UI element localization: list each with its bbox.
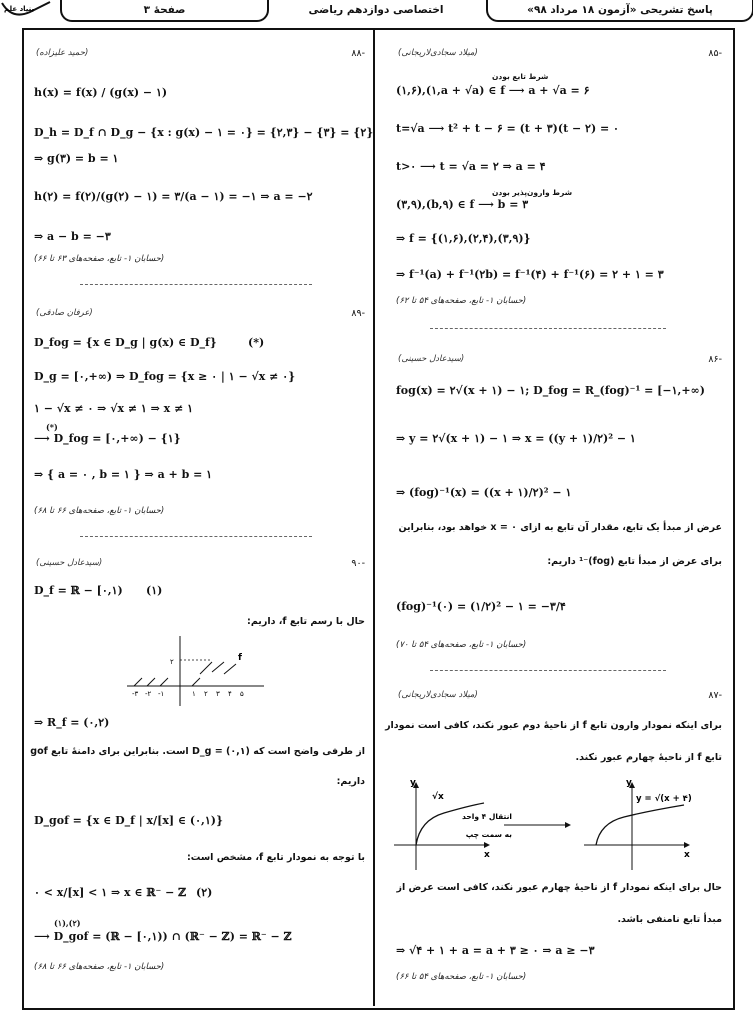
tick-label: ۲ (170, 658, 174, 666)
equation-tag: (۲) (196, 886, 213, 899)
floor-graph (122, 630, 272, 710)
question-number: -۸۹ (351, 308, 365, 319)
shift-label: به سمت چپ (465, 830, 512, 839)
math-line: ⇒ f⁻¹(a) + f⁻¹(۲b) = f⁻¹(۴) + f⁻¹(۶) = ۲ + ۱ = ۳ (396, 268, 664, 281)
arrow-label: شرط وارون‌پذیر بودن (492, 188, 573, 197)
math-line: ⇒ a − b = −۳ (34, 230, 111, 243)
separator (80, 536, 312, 537)
math-line: t>۰ ⟶ t = √a = ۲ ⇒ a = ۴ (396, 160, 546, 173)
math-line: (fog)⁻¹(۰) = (۱/۲)² − ۱ = −۳/۴ (396, 600, 566, 613)
header-center (278, 0, 474, 20)
math-line: D_g = [۰,+∞) ⇒ D_fog = {x ≥ ۰ | ۱ − √x ≠ ۰} (34, 370, 296, 383)
explanation-text: از طرفی واضح است که D_g = (۰,۱) است. بنابراین برای دامنهٔ تابع gof (30, 746, 365, 757)
axis-y-label: y (410, 778, 416, 788)
question-number: -۹۰ (351, 558, 365, 569)
question-author: (سیدعادل حسینی) (398, 354, 465, 364)
math-line: fog(x) = ۲√(x + ۱) − ۱; D_fog = R_(fog)⁻¹ = [−۱,+∞) (396, 384, 705, 397)
curve-label: √x (432, 792, 444, 802)
graph-segments (134, 662, 236, 686)
tick-label: ۴ (228, 690, 232, 698)
explanation-text: با توجه به نمودار تابع f، مشخص است: (186, 852, 365, 863)
math-line: D_f = ℝ − [۰,۱) (34, 584, 123, 597)
math-line: D_gof = {x ∈ D_f | x/[x] ∈ (۰,۱)} (34, 814, 224, 827)
x-tick-labels (132, 690, 244, 698)
math-line: ⇒ g(۳) = b = ۱ (34, 152, 119, 165)
question-author: (میلاد سجادی‌لاریجانی) (398, 690, 478, 700)
math-line: ⟶ D_gof = (ℝ − [۰,۱)) ∩ (ℝ⁻ − ℤ) = ℝ⁻ − ℤ (34, 930, 292, 943)
math-line: ⇒ √۴ + ۱ + a = a + ۳ ≥ ۰ ⇒ a ≥ −۳ (396, 944, 595, 957)
explanation-text: حال با رسم تابع f، داریم: (247, 616, 365, 627)
math-line: ⇒ R_f = (۰,۲) (34, 716, 110, 729)
separator (80, 284, 312, 285)
question-author: (حمید علیزاده) (36, 48, 89, 58)
math-line: ۰ < x/[x] < ۱ ⇒ x ∈ ℝ⁻ − ℤ (34, 886, 187, 899)
explanation-text: برای عرض از مبدأ تابع (fog)⁻¹ داریم: (547, 556, 722, 567)
math-line: ⇒ f = {(۱,۶),(۲,۴),(۳,۹)} (396, 232, 531, 245)
book-reference: (حسابان ۱- تابع، صفحه‌های ۵۴ تا ۶۲) (396, 296, 527, 306)
exam-subject-title: اختصاصی دوازدهم ریاضی (308, 4, 444, 16)
header-right (486, 0, 753, 22)
book-reference: (حسابان ۱- تابع، صفحه‌های ۶۳ تا ۶۶) (34, 254, 165, 264)
math-line: ⇒ (fog)⁻¹(x) = ((x + ۱)/۲)² − ۱ (396, 486, 572, 499)
question-number: -۸۶ (708, 354, 722, 365)
explanation-text: برای اینکه نمودار وارون تابع f از ناحیهٔ دوم عبور نکند، کافی است نمودار (385, 720, 722, 731)
explanation-text: تابع f از ناحیهٔ چهارم عبور نکند. (575, 752, 722, 763)
question-number: -۸۸ (351, 48, 365, 59)
tick-label: -۲ (145, 690, 152, 698)
axis-x-label: x (484, 850, 490, 860)
curve-label: y = √(x + ۴) (636, 794, 692, 804)
shifted-curve (596, 805, 684, 845)
shift-label: انتقال ۴ واحد (462, 812, 512, 821)
book-reference: (حسابان ۱- تابع، صفحه‌های ۶۶ تا ۶۸) (34, 506, 165, 516)
explanation-text: داریم: (336, 776, 365, 787)
question-author: (میلاد سجادی‌لاریجانی) (398, 48, 478, 58)
math-line: (۳,۹),(b,۹) ∈ f ⟶ b = ۳ (396, 198, 529, 211)
math-line: ⟶ D_fog = [۰,+∞) − {۱} (34, 432, 181, 445)
book-reference: (حسابان ۱- تابع، صفحه‌های ۵۴ تا ۶۶) (396, 972, 527, 982)
star-tag: (*) (248, 336, 265, 349)
page-label-text: صفحهٔ ۳ (143, 4, 186, 16)
arrow-label: شرط تابع بودن (492, 72, 549, 81)
question-author: (سیدعادل حسینی) (36, 558, 103, 568)
graph-label: f (238, 653, 242, 663)
math-line: t=√a ⟶ t² + t − ۶ = (t + ۳)(t − ۲) = ۰ (396, 122, 619, 135)
axis-y-label: y (626, 778, 632, 788)
math-line: ⇒ y = ۲√(x + ۱) − ۱ ⇒ x = ((y + ۱)/۲)² − ۱ (396, 432, 636, 445)
book-reference: (حسابان ۱- تابع، صفحه‌های ۵۴ تا ۷۰) (396, 640, 527, 650)
math-line: h(۲) = f(۲)/(g(۲) − ۱) = ۳/(a − ۱) = −۱ ⇒ a = −۲ (34, 190, 313, 203)
equation-tag: (۱) (146, 584, 163, 597)
shift-graph (384, 775, 722, 875)
explanation-text: عرض از مبدأ یک تابع، مقدار آن تابع به ازای x = ۰ خواهد بود، بنابراین (398, 522, 722, 533)
math-line: D_h = D_f ∩ D_g − {x : g(x) − ۱ = ۰} = {۲,۳} − {۳} = {۲} (34, 126, 374, 139)
page-label (60, 0, 269, 22)
tick-label: ۳ (216, 690, 220, 698)
explanation-text: مبدأ تابع نامنفی باشد. (617, 914, 722, 925)
column-divider (373, 30, 375, 1006)
explanation-text: حال برای اینکه نمودار f از ناحیهٔ چهارم عبور نکند، کافی است عرض از (396, 882, 722, 893)
math-line: D_fog = {x ∈ D_g | g(x) ∈ D_f} (34, 336, 217, 349)
axis-x-label: x (684, 850, 690, 860)
tick-label: -۱ (158, 690, 165, 698)
arrow-label: (۱),(۲) (54, 918, 81, 928)
tick-label: ۱ (192, 690, 196, 698)
question-number: -۸۵ (708, 48, 722, 59)
tick-label: -۳ (132, 690, 139, 698)
math-line: ⇒ { a = ۰ , b = ۱ } ⇒ a + b = ۱ (34, 468, 213, 481)
math-line: h(x) = f(x) / (g(x) − ۱) (34, 86, 168, 99)
logo-text: بنیاد علم (4, 5, 35, 13)
tick-label: ۵ (240, 690, 244, 698)
separator (430, 670, 666, 671)
math-line: (۱,۶),(۱,a + √a) ∈ f ⟶ a + √a = ۶ (396, 84, 590, 97)
exam-title: پاسخ تشریحی «آزمون ۱۸ مرداد ۹۸» (527, 4, 713, 16)
question-number: -۸۷ (708, 690, 722, 701)
arrow-label: (*) (46, 422, 58, 432)
logo-icon (0, 0, 52, 22)
tick-label: ۲ (204, 690, 208, 698)
separator (430, 328, 666, 329)
math-line: ۱ − √x ≠ ۰ ⇒ √x ≠ ۱ ⇒ x ≠ ۱ (34, 402, 194, 415)
question-author: (عرفان صادقی) (36, 308, 93, 318)
book-reference: (حسابان ۱- تابع، صفحه‌های ۶۶ تا ۶۸) (34, 962, 165, 972)
